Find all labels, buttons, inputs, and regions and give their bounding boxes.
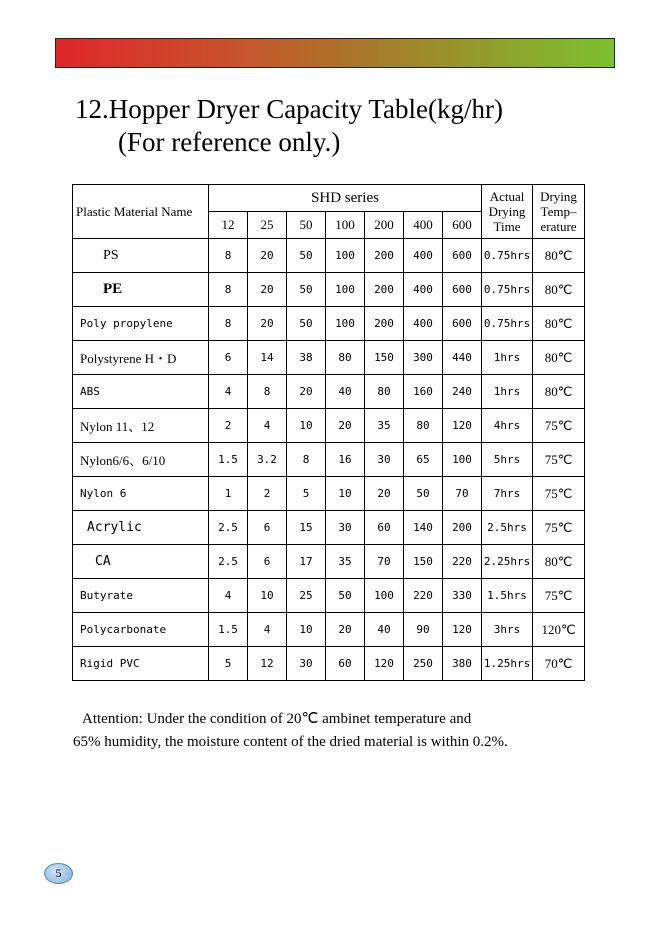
material-name-cell: ABS [73,375,209,409]
capacity-cell: 15 [287,511,326,545]
drying-time-cell: 7hrs [482,477,533,511]
drying-temperature-cell: 70℃ [533,647,585,681]
page-number-badge: 5 [44,863,73,884]
table-row [73,307,585,341]
capacity-cell: 200 [365,239,404,273]
capacity-cell: 140 [404,511,443,545]
capacity-cell: 35 [365,409,404,443]
capacity-cell: 8 [248,375,287,409]
capacity-cell: 38 [287,341,326,375]
capacity-table-body [73,239,585,681]
capacity-cell: 8 [287,443,326,477]
capacity-cell: 80 [365,375,404,409]
drying-temperature-header: Drying Temp– erature [533,185,585,239]
capacity-cell: 240 [443,375,482,409]
capacity-cell: 50 [404,477,443,511]
capacity-cell: 400 [404,307,443,341]
drying-time-cell: 0.75hrs [482,307,533,341]
drying-temperature-cell: 75℃ [533,579,585,613]
capacity-cell: 60 [365,511,404,545]
capacity-cell: 10 [326,477,365,511]
capacity-cell: 17 [287,545,326,579]
capacity-cell: 90 [404,613,443,647]
capacity-cell: 150 [365,341,404,375]
table-row [73,545,585,579]
attention-note-line2: 65% humidity, the moisture content of the dried material is within 0.2%. [73,734,508,750]
capacity-cell: 120 [365,647,404,681]
drying-time-cell: 3hrs [482,613,533,647]
capacity-cell: 4 [248,613,287,647]
capacity-cell: 4 [209,579,248,613]
drying-time-cell: 0.75hrs [482,273,533,307]
size-header: 200 [365,212,404,239]
drying-time-cell: 1.5hrs [482,579,533,613]
material-name-cell: Polycarbonate [73,613,209,647]
page-title: 12.Hopper Dryer Capacity Table(kg/hr) [75,94,503,124]
drying-time-header: Actual Drying Time [482,185,533,239]
capacity-cell: 120 [443,613,482,647]
capacity-cell: 80 [326,341,365,375]
drying-time-cell: 2.5hrs [482,511,533,545]
capacity-cell: 2.5 [209,545,248,579]
material-name-cell: Nylon 11、12 [73,409,209,443]
material-name-cell: PS [73,239,209,273]
capacity-cell: 4 [209,375,248,409]
table-row [73,477,585,511]
capacity-cell: 65 [404,443,443,477]
capacity-cell: 20 [248,239,287,273]
capacity-cell: 30 [287,647,326,681]
capacity-cell: 100 [443,443,482,477]
drying-temperature-cell: 80℃ [533,239,585,273]
capacity-cell: 16 [326,443,365,477]
capacity-cell: 100 [365,579,404,613]
capacity-cell: 20 [287,375,326,409]
capacity-cell: 200 [365,273,404,307]
capacity-cell: 200 [365,307,404,341]
capacity-cell: 250 [404,647,443,681]
capacity-cell: 1.5 [209,443,248,477]
drying-time-cell: 2.25hrs [482,545,533,579]
header-gradient-banner [55,38,615,68]
table-row [73,511,585,545]
capacity-cell: 20 [365,477,404,511]
capacity-cell: 10 [248,579,287,613]
capacity-cell: 30 [326,511,365,545]
drying-time-cell: 5hrs [482,443,533,477]
capacity-cell: 80 [404,409,443,443]
drying-time-cell: 1.25hrs [482,647,533,681]
capacity-cell: 20 [248,307,287,341]
drying-time-cell: 1hrs [482,375,533,409]
capacity-cell: 50 [326,579,365,613]
page-subtitle: (For reference only.) [118,127,341,157]
capacity-cell: 10 [287,409,326,443]
capacity-cell: 220 [404,579,443,613]
capacity-cell: 25 [287,579,326,613]
drying-temperature-cell: 80℃ [533,341,585,375]
capacity-cell: 2 [248,477,287,511]
table-row [73,341,585,375]
table-row [73,443,585,477]
capacity-cell: 5 [287,477,326,511]
table-row [73,409,585,443]
size-header: 50 [287,212,326,239]
capacity-cell: 600 [443,273,482,307]
series-header: SHD series [209,185,482,212]
material-name-cell: Nylon 6 [73,477,209,511]
capacity-cell: 380 [443,647,482,681]
capacity-cell: 40 [326,375,365,409]
drying-temperature-cell: 80℃ [533,273,585,307]
capacity-cell: 10 [287,613,326,647]
capacity-cell: 6 [248,545,287,579]
capacity-table [72,184,585,681]
capacity-cell: 70 [443,477,482,511]
capacity-cell: 100 [326,239,365,273]
capacity-cell: 8 [209,307,248,341]
material-name-cell: Poly propylene [73,307,209,341]
capacity-cell: 300 [404,341,443,375]
table-row [73,579,585,613]
material-name-cell: Rigid PVC [73,647,209,681]
material-name-cell: PE [73,273,209,307]
capacity-cell: 60 [326,647,365,681]
capacity-cell: 100 [326,307,365,341]
capacity-cell: 220 [443,545,482,579]
capacity-cell: 2.5 [209,511,248,545]
capacity-cell: 6 [209,341,248,375]
capacity-cell: 50 [287,273,326,307]
table-row [73,239,585,273]
material-name-cell: Polystyrene H・D [73,341,209,375]
capacity-cell: 5 [209,647,248,681]
capacity-cell: 50 [287,307,326,341]
capacity-cell: 30 [365,443,404,477]
capacity-cell: 20 [326,613,365,647]
capacity-cell: 160 [404,375,443,409]
capacity-cell: 35 [326,545,365,579]
capacity-cell: 1 [209,477,248,511]
capacity-cell: 8 [209,273,248,307]
material-name-cell: CA [73,545,209,579]
drying-temperature-cell: 75℃ [533,511,585,545]
capacity-cell: 14 [248,341,287,375]
capacity-cell: 150 [404,545,443,579]
material-name-cell: Nylon6/6、6/10 [73,443,209,477]
drying-time-cell: 4hrs [482,409,533,443]
capacity-cell: 6 [248,511,287,545]
capacity-cell: 600 [443,307,482,341]
table-row [73,273,585,307]
drying-temperature-cell: 80℃ [533,375,585,409]
table-row [73,647,585,681]
capacity-cell: 2 [209,409,248,443]
capacity-cell: 50 [287,239,326,273]
capacity-cell: 400 [404,273,443,307]
attention-note-line1: Attention: Under the condition of 20℃ ambinet temperature and [82,711,472,727]
size-header: 25 [248,212,287,239]
size-header: 100 [326,212,365,239]
capacity-cell: 600 [443,239,482,273]
capacity-cell: 1.5 [209,613,248,647]
capacity-cell: 100 [326,273,365,307]
material-name-header: Plastic Material Name [73,185,209,239]
capacity-cell: 4 [248,409,287,443]
capacity-cell: 400 [404,239,443,273]
size-header: 400 [404,212,443,239]
material-name-cell: Butyrate [73,579,209,613]
capacity-cell: 3.2 [248,443,287,477]
capacity-cell: 8 [209,239,248,273]
capacity-cell: 20 [248,273,287,307]
capacity-cell: 330 [443,579,482,613]
drying-temperature-cell: 80℃ [533,307,585,341]
capacity-cell: 200 [443,511,482,545]
size-header: 600 [443,212,482,239]
drying-temperature-cell: 120℃ [533,613,585,647]
drying-temperature-cell: 75℃ [533,477,585,511]
drying-temperature-cell: 80℃ [533,545,585,579]
table-row [73,375,585,409]
size-header: 12 [209,212,248,239]
table-row [73,613,585,647]
capacity-cell: 12 [248,647,287,681]
capacity-cell: 70 [365,545,404,579]
capacity-cell: 120 [443,409,482,443]
drying-temperature-cell: 75℃ [533,409,585,443]
capacity-cell: 440 [443,341,482,375]
drying-time-cell: 0.75hrs [482,239,533,273]
material-name-cell: Acrylic [73,511,209,545]
drying-time-cell: 1hrs [482,341,533,375]
capacity-cell: 40 [365,613,404,647]
capacity-cell: 20 [326,409,365,443]
drying-temperature-cell: 75℃ [533,443,585,477]
